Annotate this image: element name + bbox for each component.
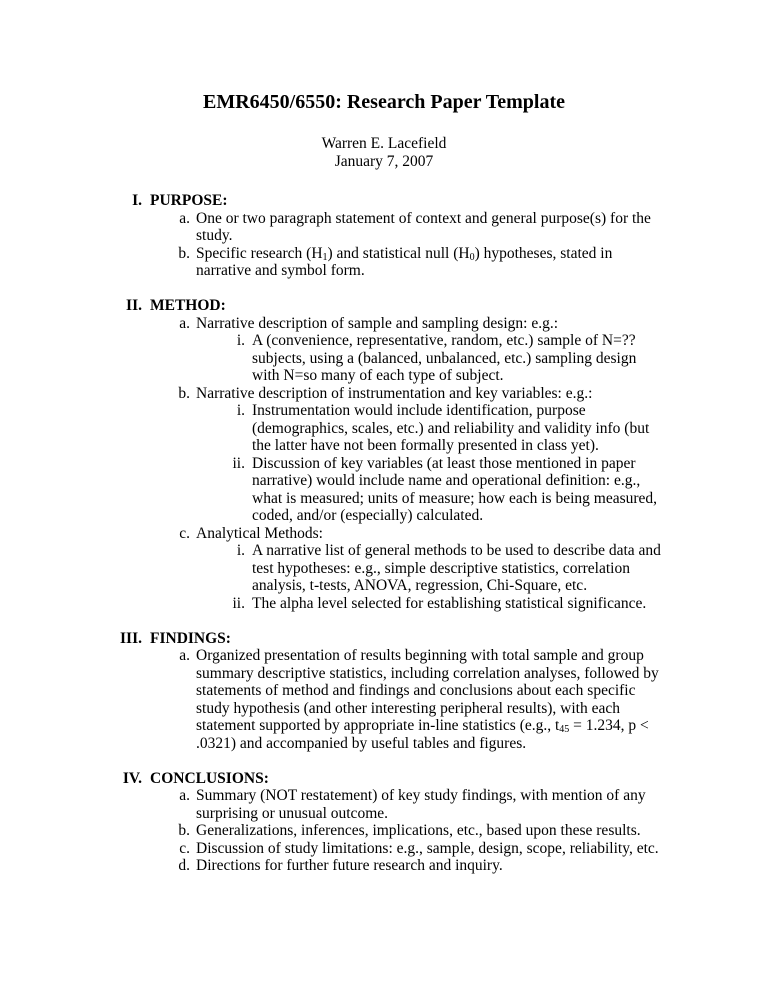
item-text: Summary (NOT restatement) of key study findings, with mention of any surprising or unusual outcome. bbox=[196, 787, 646, 822]
subscript: 1 bbox=[322, 251, 328, 263]
item-label: ii. bbox=[232, 594, 245, 612]
subscript: 0 bbox=[469, 251, 475, 263]
item-label: a. bbox=[179, 787, 190, 804]
item-text bbox=[196, 245, 612, 280]
document-title: EMR6450/6550: Research Paper Template bbox=[202, 91, 565, 113]
item-text: Generalizations, inferences, implications, etc., based upon these results. bbox=[196, 822, 641, 839]
item-label: c. bbox=[179, 839, 190, 857]
section-title: CONCLUSIONS: bbox=[150, 769, 269, 787]
item-label: a. bbox=[179, 209, 190, 227]
item-text: The alpha level selected for establishing statistical significance. bbox=[252, 594, 647, 612]
section-title: PURPOSE: bbox=[150, 192, 228, 209]
outline-item bbox=[0, 857, 661, 875]
outline-subitem bbox=[0, 595, 664, 613]
section-purpose bbox=[0, 192, 768, 280]
section-number: IV. bbox=[122, 769, 142, 787]
text-fragment: ) hypotheses, stated in narrative and symbol form. bbox=[196, 244, 613, 279]
outline-item bbox=[0, 245, 661, 280]
text-fragment: = 1.234, p < .0321) and accompanied by useful tables and figures. bbox=[196, 717, 649, 752]
item-text: Narrative description of instrumentation and key variables: e.g.: bbox=[196, 384, 593, 402]
outline-item bbox=[0, 385, 661, 403]
text-fragment: Specific research (H bbox=[196, 244, 323, 262]
item-label: i. bbox=[236, 332, 245, 349]
section-findings bbox=[0, 630, 768, 753]
author-name: Warren E. Lacefield bbox=[321, 135, 447, 152]
item-label: a. bbox=[179, 647, 190, 664]
item-text: Narrative description of sample and sampling design: e.g.: bbox=[196, 314, 559, 332]
item-label: ii. bbox=[232, 454, 245, 472]
text-fragment: Organized presentation of results beginning with total sample and group summary descriptive statistics, including correlation analyses, followed by statements of method and findings and conclusions about each specific study hypothesis (and other interesting peripheral results), with each statement supported by appropriate in-line statistics (e.g., t bbox=[196, 647, 659, 734]
item-text: A (convenience, representative, random, etc.) sample of N=?? subjects, using a (balanced, unbalanced, etc.) sampling design with N=so many of each type of subject. bbox=[252, 332, 637, 384]
section-heading bbox=[0, 770, 768, 788]
item-text: Analytical Methods: bbox=[196, 524, 323, 542]
outline-item bbox=[0, 647, 661, 752]
outline-subitem bbox=[0, 455, 664, 525]
item-label: b. bbox=[178, 384, 190, 402]
item-label: i. bbox=[236, 402, 245, 419]
outline-item bbox=[0, 525, 661, 543]
section-heading bbox=[0, 192, 768, 210]
item-text: Discussion of key variables (at least those mentioned in paper narrative) would include name and operational definition: e.g., what is measured; units of measure; how each is being measured, coded, and/or (especially) calculated. bbox=[252, 454, 658, 524]
item-text bbox=[196, 647, 659, 752]
section-conclusions bbox=[0, 770, 768, 875]
section-heading bbox=[0, 297, 768, 315]
item-label: d. bbox=[178, 857, 190, 874]
item-text: One or two paragraph statement of context and general purpose(s) for the study. bbox=[196, 209, 651, 244]
author-block bbox=[0, 135, 768, 170]
item-text: Discussion of study limitations: e.g., sample, design, scope, reliability, etc. bbox=[196, 839, 659, 857]
section-number: I. bbox=[132, 192, 142, 209]
outline-item bbox=[0, 822, 661, 840]
item-text: Instrumentation would include identification, purpose (demographics, scales, etc.) and reliability and validity info (but the latter have not been formally presented in class yet). bbox=[252, 402, 650, 454]
item-label: b. bbox=[178, 244, 190, 262]
outline-subitem bbox=[0, 332, 664, 385]
outline-item bbox=[0, 787, 661, 822]
item-label: i. bbox=[236, 542, 245, 559]
outline-subitem bbox=[0, 402, 664, 455]
item-label: b. bbox=[178, 822, 190, 839]
outline bbox=[0, 192, 768, 892]
outline-subitem bbox=[0, 542, 664, 595]
item-label: a. bbox=[179, 314, 190, 332]
subscript: 45 bbox=[559, 724, 570, 735]
section-heading bbox=[0, 630, 768, 648]
section-title: METHOD: bbox=[150, 297, 226, 314]
section-number: II. bbox=[126, 297, 142, 314]
section-method bbox=[0, 297, 768, 612]
section-number: III. bbox=[120, 629, 142, 647]
item-text: A narrative list of general methods to be used to describe data and test hypotheses: e.g., simple descriptive statistics, correlation analysis, t-tests, ANOVA, regression, Chi-Square, etc. bbox=[252, 542, 661, 594]
outline-item bbox=[0, 210, 661, 245]
text-fragment: ) and statistical null (H bbox=[327, 244, 470, 262]
item-text: Directions for further future research and inquiry. bbox=[196, 857, 503, 874]
section-title: FINDINGS: bbox=[150, 629, 231, 647]
item-label: c. bbox=[179, 524, 190, 542]
outline-item bbox=[0, 315, 661, 333]
outline-item bbox=[0, 840, 661, 858]
document-date: January 7, 2007 bbox=[334, 152, 434, 170]
